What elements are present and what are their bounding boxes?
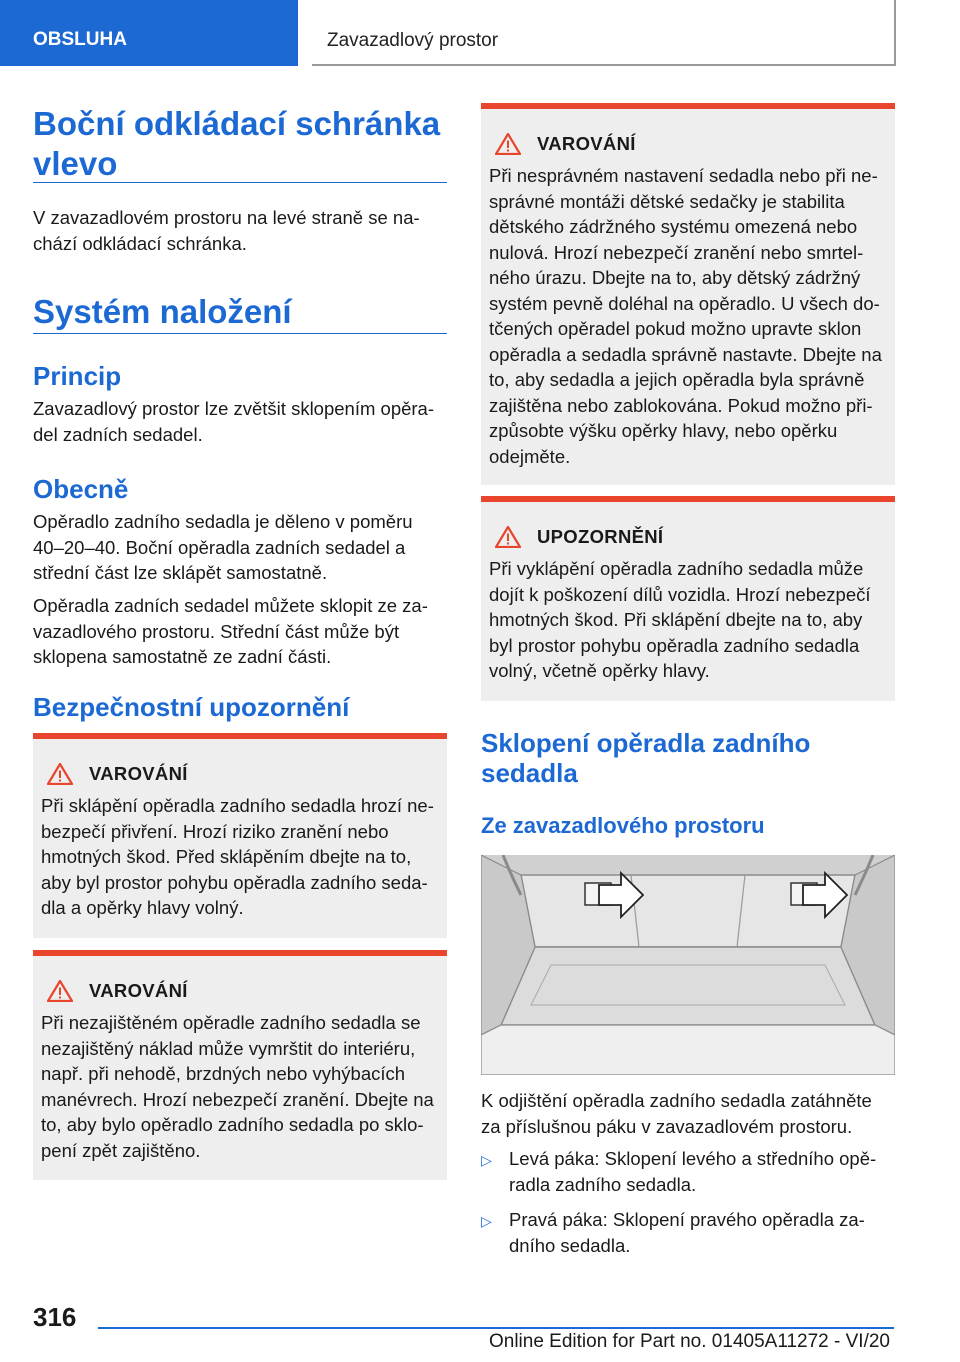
warning-text bbox=[41, 1010, 439, 1163]
text-line: Opěradla zadních sedadel můžete sklopit ze za‐ bbox=[33, 595, 428, 616]
text-line: Zavazadlový prostor lze zvětšit sklopením opěra‐ bbox=[33, 398, 435, 419]
text-line: dojít k poškození dílů vozidla. Hrozí nebezpečí bbox=[489, 583, 871, 605]
text-line: dla a opěrky hlavy volný. bbox=[41, 897, 244, 918]
text-line: to, aby bylo opěradlo zadního sedadla po sklo‐ bbox=[41, 1114, 424, 1135]
heading-rule bbox=[33, 182, 447, 183]
text-line: tčených opěradel pokud možno upravte sklon bbox=[489, 318, 862, 339]
text-line: aby byl prostor pohybu opěradla zadního seda‐ bbox=[41, 871, 428, 893]
text-line: vazadlového prostoru. Střední část může být bbox=[33, 620, 400, 642]
warning-label: VAROVÁNÍ bbox=[89, 763, 188, 784]
text-line: způsobte výšku opěrky hlavy, nebo opěrku bbox=[489, 420, 838, 441]
trunk-illustration bbox=[481, 855, 895, 1075]
text-line: to, aby sedadla a jejich opěradla byla správně bbox=[489, 369, 865, 390]
text-line: V zavazadlovém prostoru na levé straně se na‐ bbox=[33, 207, 420, 228]
warning-triangle-icon bbox=[47, 980, 73, 1002]
obecne-paragraph-2 bbox=[33, 593, 447, 670]
list-item-text bbox=[509, 1207, 865, 1258]
text-line: Při nesprávném nastavení sedadla nebo při ne‐ bbox=[489, 165, 878, 186]
princip-paragraph bbox=[33, 396, 447, 447]
list-item bbox=[481, 1207, 895, 1258]
text-line: např. při nehodě, brzdných nebo vyhýbacích bbox=[41, 1063, 406, 1084]
edition-note: Online Edition for Part no. 01405A11272 - VI/20 bbox=[488, 1331, 890, 1352]
heading-line: sedadla bbox=[481, 758, 578, 788]
heading-rule bbox=[33, 333, 447, 334]
text-line: pení zpět zajištěno. bbox=[41, 1139, 201, 1161]
warning-header bbox=[47, 761, 439, 787]
list-item-text bbox=[509, 1146, 876, 1197]
obecne-paragraph-1 bbox=[33, 509, 447, 586]
warning-box bbox=[33, 733, 447, 938]
heading-side-storage bbox=[33, 104, 453, 184]
text-line: sklopena samostatně ze zadní části. bbox=[33, 646, 332, 667]
text-line: Opěradlo zadního sedadla je děleno v poměru bbox=[33, 511, 413, 532]
list-item bbox=[481, 1146, 895, 1197]
warning-box bbox=[481, 103, 895, 485]
text-line: Při nezajištěném opěradle zadního sedadla se bbox=[41, 1012, 421, 1033]
warning-triangle-icon bbox=[495, 133, 521, 155]
warning-label: VAROVÁNÍ bbox=[89, 980, 188, 1001]
text-line: del zadních sedadel. bbox=[33, 423, 203, 445]
warning-triangle-icon bbox=[47, 763, 73, 785]
text-line: zajištěna nebo zablokována. Pokud možno při‐ bbox=[489, 394, 873, 416]
heading-loading-system: Systém naložení bbox=[33, 293, 292, 330]
footer-rule bbox=[98, 1327, 894, 1329]
text-line: střední část lze sklápět samostatně. bbox=[33, 562, 328, 583]
subheading-safety: Bezpečnostní upozornění bbox=[33, 692, 350, 722]
heading-line: Sklopení opěradla zadního bbox=[481, 728, 811, 758]
text-line: správné montáži dětské sedačky je stabilita bbox=[489, 190, 845, 212]
text-line: hmotných škod. Při sklápění dbejte na to, aby bbox=[489, 609, 863, 630]
subheading-from-trunk: Ze zavazadlového prostoru bbox=[481, 813, 765, 838]
heading-fold-backrest bbox=[481, 728, 895, 788]
section-tab: OBSLUHA bbox=[0, 0, 298, 66]
text-line: ného úrazu. Dbejte na to, aby dětský zádržný bbox=[489, 267, 861, 288]
trunk-drawing bbox=[481, 855, 895, 1075]
warning-header bbox=[495, 131, 887, 157]
bullet-triangle-icon: ▷ bbox=[481, 1152, 492, 1168]
text-line: dětského zádržného systému omezená nebo bbox=[489, 216, 858, 237]
intro-paragraph bbox=[33, 205, 447, 256]
text-line: hmotných škod. Před sklápěním dbejte na to, bbox=[41, 846, 412, 867]
warning-header bbox=[495, 524, 887, 550]
warning-text bbox=[489, 556, 887, 684]
text-line: odejměte. bbox=[489, 445, 571, 467]
page-number: 316 bbox=[33, 1302, 77, 1332]
text-line: bezpečí přivření. Hrozí riziko zranění nebo bbox=[41, 820, 389, 842]
text-line: Při sklápění opěradla zadního sedadla hrozí ne‐ bbox=[41, 795, 434, 816]
bullet-triangle-icon: ▷ bbox=[481, 1213, 492, 1229]
warning-header bbox=[47, 978, 439, 1004]
text-line: Při vyklápění opěradla zadního sedadla může bbox=[489, 558, 864, 579]
text-line: byl prostor pohybu opěradla zadního sedadla bbox=[489, 634, 860, 656]
subheading-princip: Princip bbox=[33, 361, 122, 391]
heading-line: Boční odkládací schránka bbox=[33, 105, 441, 142]
text-line: 40–20–40. Boční opěradla zadních sedadel a bbox=[33, 536, 406, 558]
notice-box bbox=[481, 496, 895, 701]
text-line: K odjištění opěradla zadního sedadla zatáhněte bbox=[481, 1090, 872, 1111]
text-line: systém pevně doléhal na opěradlo. U všech do‐ bbox=[489, 292, 880, 314]
chapter-title: Zavazadlový prostor bbox=[312, 0, 896, 66]
text-line: radla zadního sedadla. bbox=[509, 1173, 697, 1195]
unlock-instruction bbox=[481, 1088, 895, 1139]
heading-line: vlevo bbox=[33, 145, 118, 182]
text-line: dního sedadla. bbox=[509, 1234, 631, 1256]
text-line: Levá páka: Sklopení levého a středního opě‐ bbox=[509, 1148, 877, 1169]
text-line: opěradla a sedadla správně nastavte. Dbejte na bbox=[489, 343, 882, 365]
text-line: nezajištěný náklad může vymrštit do interiéru, bbox=[41, 1037, 416, 1059]
warning-box bbox=[33, 950, 447, 1180]
warning-text bbox=[489, 163, 887, 469]
lever-list bbox=[481, 1146, 895, 1268]
text-line: chází odkládací schránka. bbox=[33, 232, 247, 254]
text-line: Pravá páka: Sklopení pravého opěradla za‐ bbox=[509, 1209, 865, 1230]
text-line: volný, včetně opěrky hlavy. bbox=[489, 660, 710, 681]
text-line: nulová. Hrozí nebezpečí zranění nebo smrtel‐ bbox=[489, 241, 864, 263]
warning-label: UPOZORNĚNÍ bbox=[537, 526, 664, 547]
subheading-obecne: Obecně bbox=[33, 474, 129, 504]
warning-label: VAROVÁNÍ bbox=[537, 133, 636, 154]
text-line: manévrech. Hrozí nebezpečí zranění. Dbejte na bbox=[41, 1088, 434, 1110]
warning-triangle-icon bbox=[495, 526, 521, 548]
page-header bbox=[0, 0, 960, 66]
warning-text bbox=[41, 793, 439, 921]
text-line: za příslušnou páku v zavazadlovém prostoru. bbox=[481, 1115, 853, 1137]
